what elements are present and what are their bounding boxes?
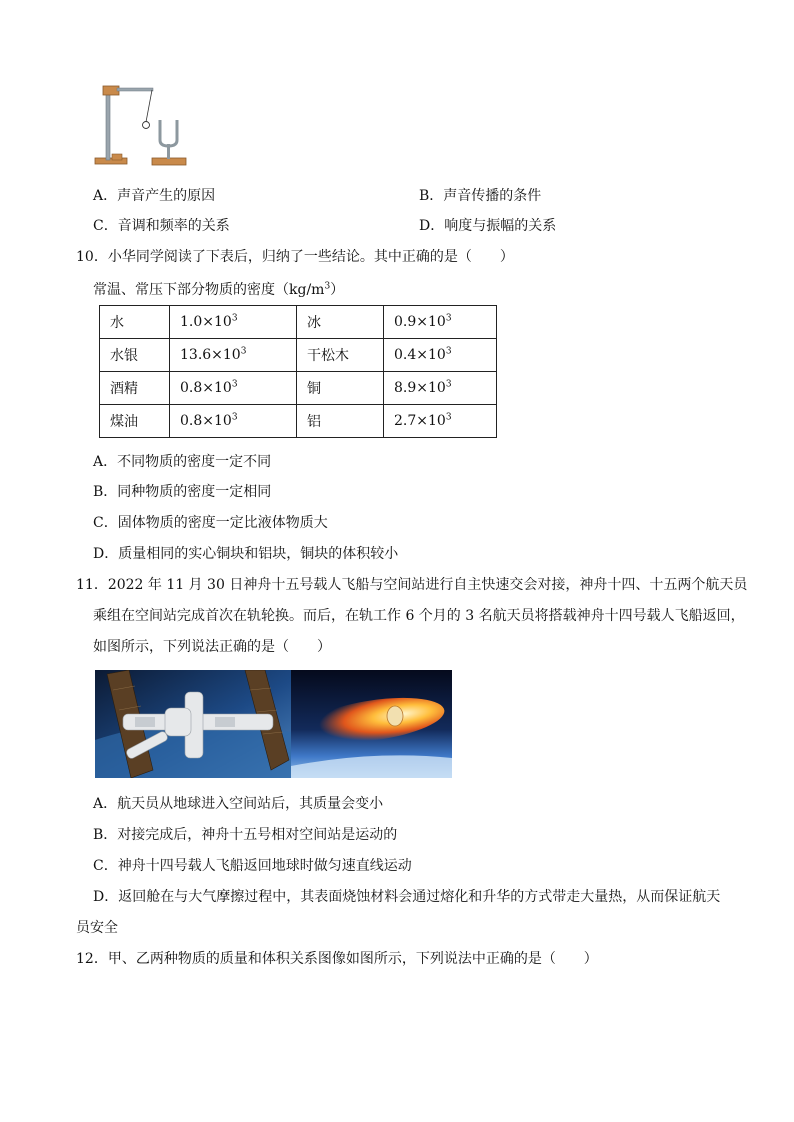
density-value: $0.9\times 10^3$ bbox=[384, 306, 497, 339]
q10-option-c[interactable]: C．固体物质的密度一定比液体物质大 bbox=[93, 515, 328, 531]
substance-name: 水银 bbox=[100, 339, 170, 372]
q10-stem: 10．小华同学阅读了下表后，归纳了一些结论。其中正确的是（ ） bbox=[76, 249, 514, 265]
q10-table-caption: 常温、常压下部分物质的密度$(kg/m^3)$ bbox=[93, 281, 345, 298]
density-value: $1.0\times 10^3$ bbox=[170, 306, 297, 339]
table-row bbox=[100, 339, 497, 372]
q10-option-a[interactable]: A．不同物质的密度一定不同 bbox=[93, 454, 272, 470]
tuning-fork-pendulum-illustration bbox=[90, 82, 190, 172]
density-value: $0.8\times 10^3$ bbox=[170, 372, 297, 405]
q10-option-d[interactable]: D．质量相同的实心铜块和铝块，铜块的体积较小 bbox=[93, 546, 399, 562]
q9-options-row-1 bbox=[93, 186, 733, 208]
q9-option-c[interactable]: C．音调和频率的关系 bbox=[93, 218, 230, 234]
substance-name: 冰 bbox=[297, 306, 384, 339]
q10-option-b[interactable]: B．同种物质的密度一定相同 bbox=[93, 484, 272, 500]
substance-name: 酒精 bbox=[100, 372, 170, 405]
density-value: $0.4\times 10^3$ bbox=[384, 339, 497, 372]
substance-name: 煤油 bbox=[100, 405, 170, 438]
substance-name: 铜 bbox=[297, 372, 384, 405]
substance-name: 水 bbox=[100, 306, 170, 339]
density-table bbox=[99, 305, 497, 438]
density-value: $0.8\times 10^3$ bbox=[170, 405, 297, 438]
q11-option-d[interactable]: D．返回舱在与大气摩擦过程中，其表面烧蚀材料会通过熔化和升华的方式带走大量热，从而保证航天 bbox=[93, 889, 721, 905]
table-row bbox=[100, 306, 497, 339]
q9-option-d[interactable]: D．响度与振幅的关系 bbox=[419, 218, 557, 234]
density-value: $8.9\times 10^3$ bbox=[384, 372, 497, 405]
q9-option-a[interactable]: A．声音产生的原因 bbox=[93, 188, 216, 204]
q9-option-b[interactable]: B．声音传播的条件 bbox=[419, 188, 542, 204]
q11-option-a[interactable]: A．航天员从地球进入空间站后，其质量会变小 bbox=[93, 796, 384, 812]
density-value: $2.7\times 10^3$ bbox=[384, 405, 497, 438]
q11-stem-line-2: 乘组在空间站完成首次在轨轮换。而后，在轨工作 6 个月的 3 名航天员将搭载神舟十四号载人飞船返回， bbox=[93, 608, 745, 624]
space-station-reentry-photo bbox=[95, 670, 452, 778]
q12-stem: 12．甲、乙两种物质的质量和体积关系图像如图所示，下列说法中正确的是（ ） bbox=[76, 951, 598, 967]
substance-name: 铝 bbox=[297, 405, 384, 438]
substance-name: 干松木 bbox=[297, 339, 384, 372]
q11-option-c[interactable]: C．神舟十四号载人飞船返回地球时做匀速直线运动 bbox=[93, 858, 412, 874]
table-row bbox=[100, 372, 497, 405]
table-row bbox=[100, 405, 497, 438]
q11-option-b[interactable]: B．对接完成后，神舟十五号相对空间站是运动的 bbox=[93, 827, 398, 843]
q11-stem-line-3: 如图所示，下列说法正确的是（ ） bbox=[93, 639, 331, 655]
q11-stem-line-1: 11．2022 年 11 月 30 日神舟十五号载人飞船与空间站进行自主快速交会对接，神舟十四、十五两个航天员 bbox=[76, 577, 748, 593]
density-value: $13.6\times 10^3$ bbox=[170, 339, 297, 372]
q9-options-row-2 bbox=[93, 216, 733, 238]
q11-option-d-continued: 员安全 bbox=[76, 920, 118, 936]
